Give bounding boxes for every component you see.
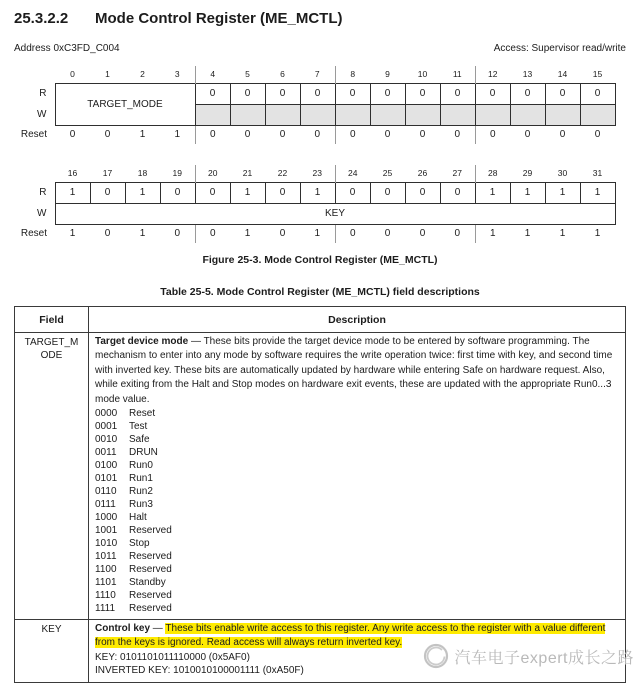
- bit-number: 15: [592, 68, 603, 79]
- reset-value: 1: [244, 228, 251, 240]
- read-bit-cell: 1: [580, 182, 615, 203]
- bit-number: 22: [277, 167, 288, 178]
- reset-value: 1: [139, 129, 146, 141]
- mode-label: Stop: [129, 538, 150, 550]
- read-bit-cell: 0: [160, 182, 195, 203]
- reset-value: 0: [209, 129, 216, 141]
- mode-value-list: [95, 407, 619, 615]
- watermark-logo-icon: [422, 642, 450, 670]
- mode-label: Safe: [129, 434, 150, 446]
- mode-code: 1000: [95, 512, 118, 524]
- mode-code: 1011: [95, 551, 117, 563]
- reset-value: 0: [244, 129, 251, 141]
- bit-number: 0: [70, 68, 75, 79]
- key-term: Control key: [95, 623, 151, 635]
- reset-value: 0: [349, 228, 356, 240]
- bit-number: 16: [67, 167, 78, 178]
- reset-value: 0: [69, 129, 76, 141]
- bit-number: 30: [557, 167, 568, 178]
- target-mode-field-name: TARGET_MODE: [15, 333, 89, 620]
- merged-field-cell: TARGET_MODE: [55, 83, 195, 125]
- watermark-text: 汽车电子expert成长之路: [454, 649, 634, 667]
- key-field-name: KEY: [15, 620, 89, 683]
- read-bit-cell: 0: [405, 83, 440, 104]
- bit-number: 3: [160, 66, 195, 83]
- bit-number: 13: [522, 68, 533, 79]
- mode-value-line: [95, 576, 619, 589]
- reset-row: [14, 125, 615, 144]
- reset-value: 0: [524, 129, 531, 141]
- mode-code: 1100: [95, 564, 117, 576]
- read-bit-cell: 0: [545, 83, 580, 104]
- read-bit-cell: 0: [580, 83, 615, 104]
- mode-code: 0001: [95, 421, 118, 433]
- row-label-spacer: [14, 165, 55, 182]
- write-bit-cell: [440, 104, 475, 125]
- mode-value-line: [95, 602, 619, 615]
- bit-number: 19: [160, 165, 195, 182]
- mode-label: Run2: [129, 486, 153, 498]
- field-table-header-row: [15, 307, 626, 333]
- reset-value: 1: [559, 228, 566, 240]
- r-row-label: R: [39, 187, 47, 198]
- bit-number: 6: [280, 68, 285, 79]
- read-bit-cell: 0: [90, 182, 125, 203]
- mode-label: Standby: [129, 577, 166, 589]
- reset-value: 0: [440, 125, 475, 144]
- read-bit-cell: 0: [230, 83, 265, 104]
- mode-value-line: [95, 511, 619, 524]
- reset-value: 0: [349, 129, 356, 141]
- r-row-label: R: [39, 88, 47, 99]
- reset-value: 1: [594, 228, 601, 240]
- bit-number: 7: [300, 66, 335, 83]
- register-meta-row: [14, 43, 626, 54]
- table-caption: Table 25-5. Mode Control Register (ME_MCTL) field descriptions: [160, 286, 480, 298]
- target-mode-row: [15, 333, 626, 620]
- bit-number: 25: [382, 167, 393, 178]
- reset-value: 1: [524, 228, 531, 240]
- reset-value: 0: [209, 228, 216, 240]
- reset-value: 1: [160, 125, 195, 144]
- section-title: Mode Control Register (ME_MCTL): [95, 10, 343, 27]
- mode-code: 1110: [95, 590, 116, 602]
- register-diagram-bits-16-31: [14, 165, 616, 243]
- mode-code: 0111: [95, 499, 116, 511]
- read-bit-cell: 1: [230, 182, 265, 203]
- write-bit-cell: [545, 104, 580, 125]
- key-term-separator: —: [150, 623, 166, 635]
- mode-label: Run3: [129, 499, 153, 511]
- reset-value: 0: [594, 129, 601, 141]
- key-merged-cell: KEY: [55, 203, 615, 224]
- mode-code: 0110: [95, 486, 117, 498]
- read-bit-cell: 0: [195, 83, 230, 104]
- mode-label: DRUN: [129, 447, 158, 459]
- read-bit-cell: 0: [510, 83, 545, 104]
- read-bit-cell: 1: [125, 182, 160, 203]
- read-bit-cell: 0: [265, 83, 300, 104]
- mode-code: 0100: [95, 460, 118, 472]
- read-bit-cell: 0: [370, 83, 405, 104]
- write-bit-cell: [195, 104, 230, 125]
- bit-number: 8: [350, 68, 356, 79]
- read-bit-cell: 0: [300, 83, 335, 104]
- read-bit-cell: 1: [300, 182, 335, 203]
- mode-code: 1001: [95, 525, 118, 537]
- bit-number: 27: [440, 165, 475, 182]
- key-highlighted-text: These bits enable write access to this register. Any write access to the register with a value different from the keys is ignored. Read access will always return inverted key.: [95, 623, 606, 649]
- write-bit-cell: [265, 104, 300, 125]
- bit-number: 21: [242, 167, 253, 178]
- mode-code: 1111: [95, 603, 116, 615]
- reset-value: 0: [440, 224, 475, 243]
- bit-number: 11: [440, 66, 475, 83]
- register-diagram-bits-0-15: [14, 66, 616, 144]
- bit-number: 26: [417, 167, 428, 178]
- mode-label: Run0: [129, 460, 153, 472]
- mode-value-line: [95, 446, 619, 459]
- read-row: [14, 182, 615, 203]
- mode-value-line: [95, 537, 619, 550]
- target-mode-description: [95, 335, 619, 407]
- write-row: [14, 203, 615, 224]
- register-address: Address 0xC3FD_C004: [14, 43, 120, 54]
- mode-label: Reserved: [129, 603, 172, 615]
- mode-code: 0011: [95, 447, 117, 459]
- write-bit-cell: [405, 104, 440, 125]
- reset-value: 0: [419, 129, 426, 141]
- reset-value: 0: [384, 228, 391, 240]
- reset-value: 0: [104, 129, 111, 141]
- bit-number: 28: [488, 167, 498, 178]
- reset-value: 1: [139, 228, 146, 240]
- reset-value: 0: [160, 224, 195, 243]
- mode-value-line: [95, 563, 619, 576]
- mode-code: 0000: [95, 408, 118, 420]
- mode-value-line: [95, 420, 619, 433]
- reset-value: 0: [559, 129, 566, 141]
- read-bit-cell: 0: [405, 182, 440, 203]
- key-value-line: KEY: 0101101011110000 (0x5AF0): [95, 651, 250, 663]
- bit-number: 12: [488, 68, 498, 79]
- bit-number: 23: [300, 165, 335, 182]
- mode-value-line: [95, 589, 619, 602]
- mode-value-line: [95, 459, 619, 472]
- mode-label: Reserved: [129, 590, 172, 602]
- mode-value-line: [95, 485, 619, 498]
- reset-value: 1: [300, 224, 335, 243]
- bit-number: 24: [348, 167, 358, 178]
- description-column-header: Description: [89, 307, 626, 333]
- read-bit-cell: 0: [475, 83, 510, 104]
- reset-value: 0: [300, 125, 335, 144]
- row-label-spacer: [14, 66, 55, 83]
- mode-value-line: [95, 472, 619, 485]
- bit-number: 14: [557, 68, 568, 79]
- reset-value: 0: [489, 129, 496, 141]
- target-mode-term: Target device mode: [95, 336, 189, 347]
- mode-value-line: [95, 524, 619, 537]
- bit-number-row: [14, 66, 615, 83]
- write-bit-cell: [580, 104, 615, 125]
- write-bit-cell: [335, 104, 370, 125]
- bit-number: 18: [137, 167, 148, 178]
- field-column-header: Field: [15, 307, 89, 333]
- write-bit-cell: [300, 104, 335, 125]
- reset-value: 1: [69, 228, 76, 240]
- read-bit-cell: 1: [55, 182, 90, 203]
- mode-code: 0101: [95, 473, 118, 485]
- mode-value-line: [95, 550, 619, 563]
- mode-label: Reserved: [129, 551, 172, 563]
- bit-number: 9: [385, 68, 390, 79]
- bit-number: 1: [105, 68, 110, 79]
- bit-number: 20: [208, 167, 218, 178]
- mode-code: 0010: [95, 434, 118, 446]
- w-row-label: W: [37, 208, 47, 219]
- mode-value-line: [95, 407, 619, 420]
- w-row-label: W: [37, 109, 47, 120]
- bit-number: 17: [102, 167, 113, 178]
- mode-label: Run1: [129, 473, 153, 485]
- mode-label: Test: [129, 421, 148, 433]
- write-bit-cell: [510, 104, 545, 125]
- read-bit-cell: 0: [335, 182, 370, 203]
- read-bit-cell: 1: [510, 182, 545, 203]
- bit-number: 5: [245, 68, 250, 79]
- reset-value: 0: [279, 228, 286, 240]
- write-bit-cell: [230, 104, 265, 125]
- mode-code: 1101: [95, 577, 117, 589]
- bit-number: 31: [592, 167, 603, 178]
- mode-label: Reset: [129, 408, 156, 420]
- reset-row: [14, 224, 615, 243]
- bit-number: 29: [522, 167, 533, 178]
- read-bit-cell: 0: [440, 182, 475, 203]
- reset-value: 0: [384, 129, 391, 141]
- watermark: [422, 642, 634, 670]
- mode-label: Reserved: [129, 525, 172, 537]
- reset-value: 1: [489, 228, 496, 240]
- section-heading: [14, 10, 626, 27]
- read-bit-cell: 0: [370, 182, 405, 203]
- read-bit-cell: 0: [440, 83, 475, 104]
- read-bit-cell: 1: [545, 182, 580, 203]
- mode-value-line: [95, 433, 619, 446]
- read-bit-cell: 0: [335, 83, 370, 104]
- section-number: 25.3.2.2: [14, 10, 69, 27]
- mode-label: Halt: [129, 512, 147, 524]
- register-access: Access: Supervisor read/write: [493, 43, 626, 54]
- mode-value-line: [95, 498, 619, 511]
- reset-value: 0: [104, 228, 111, 240]
- mode-label: Reserved: [129, 564, 172, 576]
- reset-value: 0: [279, 129, 286, 141]
- write-bit-cell: [475, 104, 510, 125]
- bit-number-row: [14, 165, 615, 182]
- reset-value: 0: [419, 228, 426, 240]
- bit-number: 2: [140, 68, 145, 79]
- read-bit-cell: 0: [195, 182, 230, 203]
- inverted-key-value-line: INVERTED KEY: 1010010100001111 (0xA50F): [95, 665, 304, 677]
- bit-number: 4: [210, 68, 216, 79]
- bit-number: 10: [417, 68, 428, 79]
- read-bit-cell: 1: [475, 182, 510, 203]
- mode-code: 1010: [95, 538, 118, 550]
- field-description-table: [14, 306, 626, 683]
- figure-caption: Figure 25-3. Mode Control Register (ME_MCTL): [202, 254, 438, 266]
- read-bit-cell: 0: [265, 182, 300, 203]
- target-mode-description-text: — These bits provide the target device mode to be entered by software programming. The mechanism to enter into any mode by software requires the write operation twice: first time with key, and second time with inverted key. These bits are automatically updated by hardware while entering Safe on hardware request. Also, while exiting from the Halt and Stop modes on hardware exit events, these are updated with the appropriate Run0...3 mode value.: [95, 336, 613, 405]
- reset-row-label: Reset: [20, 129, 47, 140]
- target-mode-description-cell: [89, 333, 626, 620]
- reset-row-label: Reset: [20, 228, 47, 239]
- write-bit-cell: [370, 104, 405, 125]
- read-row: [14, 83, 615, 104]
